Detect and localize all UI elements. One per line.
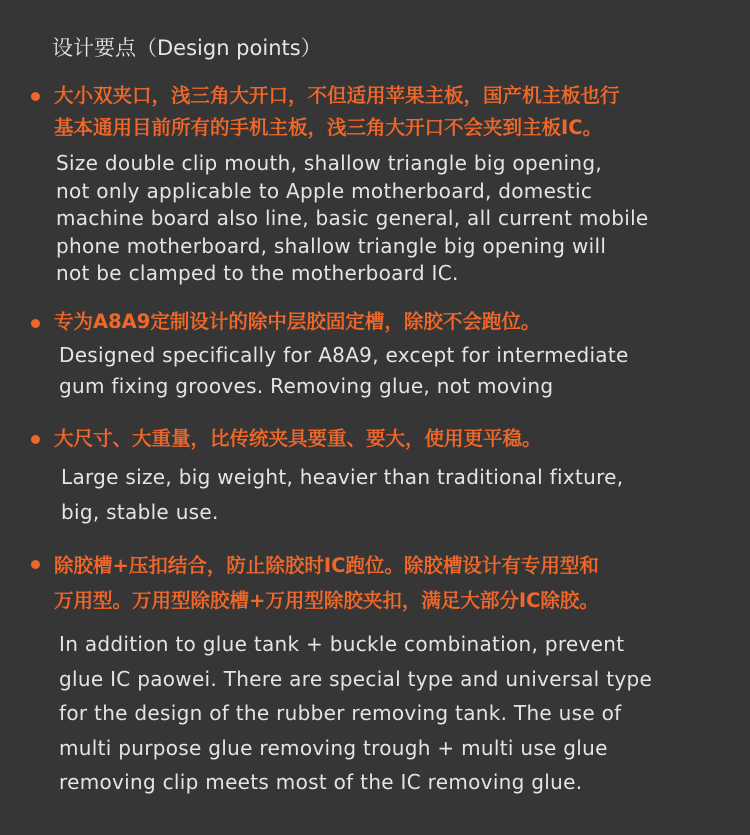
point-1-en-line-2: not only applicable to Apple motherboard, domestic [56, 178, 593, 203]
point-2-en-line-2: gum fixing grooves. Removing glue, not moving [59, 374, 554, 398]
point-4-cn-line-1: 除胶槽+压扣结合，防止除胶时IC跑位。除胶槽设计有专用型和 [54, 554, 599, 577]
point-1-cn-line-1: 大小双夹口，浅三角大开口，不但适用苹果主板，国产机主板也行 [54, 84, 620, 107]
point-3-en-line-2: big, stable use. [61, 500, 219, 524]
point-4-en-line-4: multi purpose glue removing trough + multi use glue [59, 735, 608, 760]
point-2-english [59, 340, 629, 402]
bullet-dot-2 [31, 319, 40, 328]
point-1-chinese [54, 81, 620, 143]
bullet-dot-3 [31, 435, 40, 444]
bullet-dot-4 [31, 560, 40, 569]
point-4-en-line-5: removing clip meets most of the IC removing glue. [59, 770, 583, 794]
point-1-en-line-1: Size double clip mouth, shallow triangle big opening, [56, 151, 603, 175]
point-2-chinese [54, 307, 540, 337]
point-4-cn-line-2: 万用型。万用型除胶槽+万用型除胶夹扣，满足大部分IC除胶。 [54, 589, 599, 612]
point-3-en-line-1: Large size, big weight, heavier than traditional fixture, [61, 465, 624, 489]
point-1-english [56, 150, 649, 288]
point-3-english [61, 460, 623, 530]
point-4-english [59, 627, 652, 800]
point-3-cn-line-1: 大尺寸、大重量，比传统夹具要重、要大，使用更平稳。 [54, 427, 542, 450]
point-1-en-line-3: machine board also line, basic general, all current mobile [56, 206, 649, 230]
point-3-chinese [54, 424, 542, 454]
point-2-en-line-1: Designed specifically for A8A9, except for intermediate [59, 343, 629, 367]
point-2-cn-line-1: 专为A8A9定制设计的除中层胶固定槽，除胶不会跑位。 [54, 310, 541, 333]
bullet-dot-1 [31, 92, 40, 101]
point-4-en-line-2: glue IC paowei. There are special type and universal type [59, 666, 653, 691]
point-4-chinese [54, 548, 599, 618]
point-1-en-line-5: not be clamped to the motherboard IC. [56, 261, 459, 285]
point-1-en-line-4: phone motherboard, shallow triangle big opening will [56, 233, 607, 258]
page-title: 设计要点（Design points） [52, 36, 322, 60]
point-1-cn-line-2: 基本通用目前所有的手机主板，浅三角大开口不会夹到主板IC。 [54, 116, 603, 139]
point-4-en-line-3: for the design of the rubber removing tank. The use of [59, 701, 622, 725]
point-4-en-line-1: In addition to glue tank + buckle combination, prevent [59, 632, 625, 656]
